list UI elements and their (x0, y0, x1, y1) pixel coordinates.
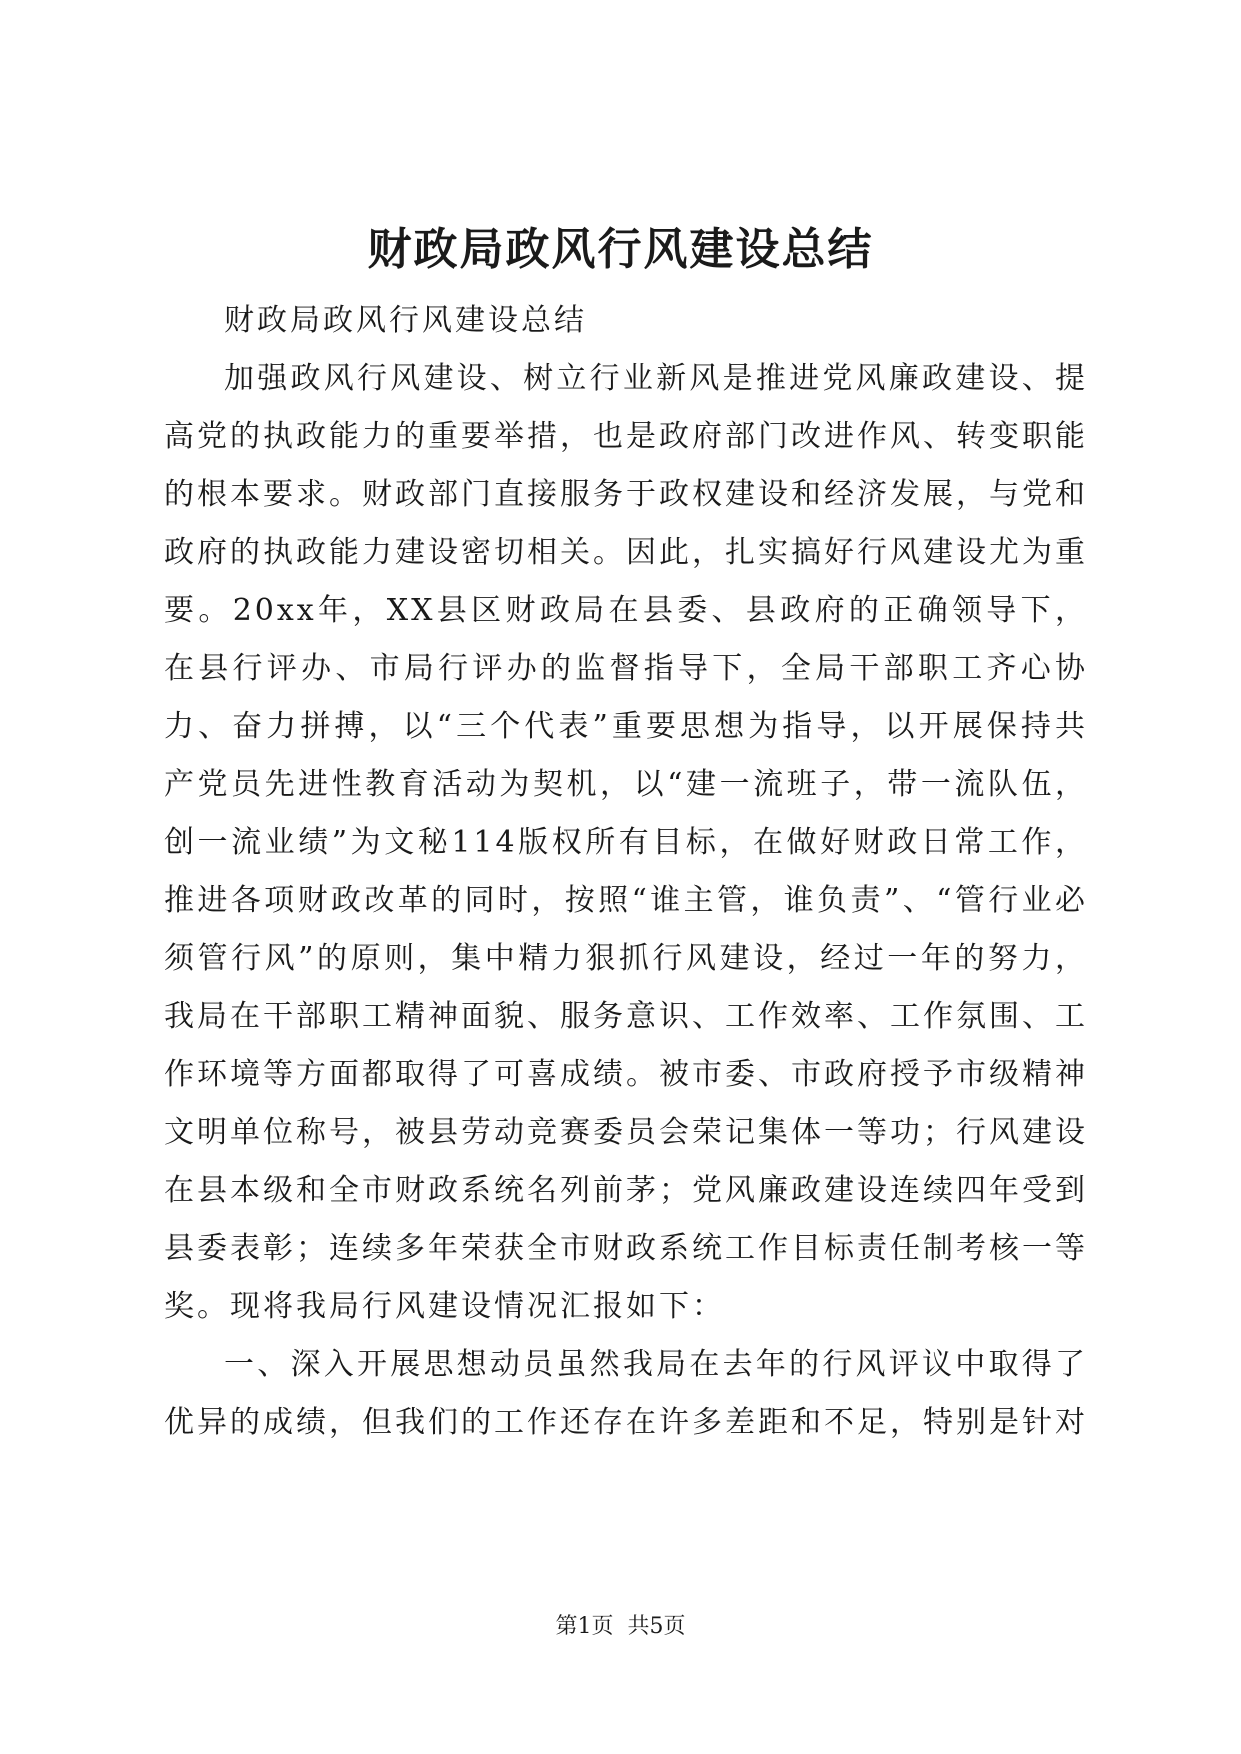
document-body (164, 292, 1088, 1452)
paragraph-section-one: 一、深入开展思想动员虽然我局在去年的行风评议中取得了优异的成绩，但我们的工作还存在许多差距和不足，特别是针对 (164, 1347, 1088, 1440)
page-footer (0, 1612, 1241, 1642)
page-number: 第1页 共5页 (555, 1614, 686, 1639)
document-title: 财政局政风行风建设总结 (367, 224, 874, 275)
paragraph-subtitle: 财政局政风行风建设总结 (224, 303, 587, 338)
paragraph-intro: 加强政风行风建设、树立行业新风是推进党风廉政建设、提高党的执政能力的重要举措，也是政府部门改进作风、转变职能的根本要求。财政部门直接服务于政权建设和经济发展，与党和政府的执政能力建设密切相关。因此，扎实搞好行风建设尤为重要。20xx年，XX县区财政局在县委、县政府的正确领导下，在县行评办、市局行评办的监督指导下，全局干部职工齐心协力、奋力拼搏，以“三个代表”重要思想为指导，以开展保持共产党员先进性教育活动为契机，以“建一流班子，带一流队伍，创一流业绩”为文秘114版权所有目标，在做好财政日常工作，推进各项财政改革的同时，按照“谁主管，谁负责”、“管行业必须管行风”的原则，集中精力狠抓行风建设，经过一年的努力，我局在干部职工精神面貌、服务意识、工作效率、工作氛围、工作环境等方面都取得了可喜成绩。被市委、市政府授予市级精神文明单位称号，被县劳动竞赛委员会荣记集体一等功；行风建设在县本级和全市财政系统名列前茅；党风廉政建设连续四年受到县委表彰；连续多年荣获全市财政系统工作目标责任制考核一等奖。现将我局行风建设情况汇报如下： (164, 361, 1088, 1324)
